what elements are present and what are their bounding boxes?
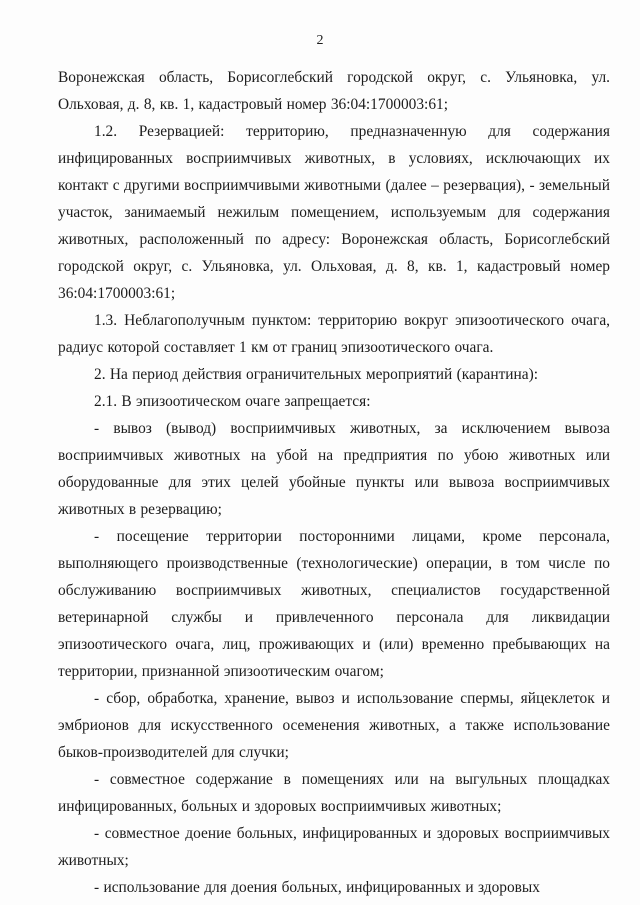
document-body	[58, 64, 610, 901]
paragraph: - посещение территории посторонними лицами, кроме персонала, выполняющего производственные (технологические) операции, в том числе по обслуживанию восприимчивых животных, специалистов государственной ветеринарной службы и привлеченного персонала для ликвидации эпизоотического очага, лиц, проживающих и (или) временно пребывающих на территории, признанной эпизоотическим очагом;	[58, 528, 610, 680]
paragraph: - совместное доение больных, инфицированных и здоровых восприимчивых животных;	[58, 825, 610, 869]
paragraph: - совместное содержание в помещениях или на выгульных площадках инфицированных, больных и здоровых восприимчивых животных;	[58, 771, 610, 815]
paragraph: 1.3. Неблагополучным пунктом: территорию вокруг эпизоотического очага, радиус которой составляет 1 км от границ эпизоотического очага.	[58, 312, 610, 356]
paragraph: 2. На период действия ограничительных мероприятий (карантина):	[94, 366, 539, 383]
paragraph: Воронежская область, Борисоглебский городской округ, с. Ульяновка, ул. Ольховая, д. 8, кв. 1, кадастровый номер 36:04:1700003:61;	[58, 69, 610, 113]
paragraph: 2.1. В эпизоотическом очаге запрещается:	[94, 393, 371, 410]
page-number: 2	[316, 33, 324, 48]
paragraph: - сбор, обработка, хранение, вывоз и использование спермы, яйцеклеток и эмбрионов для искусственного осеменения животных, а также использование быков-производителей для случки;	[58, 690, 610, 761]
paragraph: - использование для доения больных, инфицированных и здоровых	[94, 879, 540, 896]
paragraph: 1.2. Резервацией: территорию, предназначенную для содержания инфицированных восприимчивых животных, в условиях, исключающих их контакт с другими восприимчивыми животными (далее – резервация), - земельный участок, занимаемый нежилым помещением, используемым для содержания животных, расположенный по адресу: Воронежская область, Борисоглебский городской округ, с. Ульяновка, ул. Ольховая, д. 8, кв. 1, кадастровый номер 36:04:1700003:61;	[58, 123, 610, 302]
paragraph: - вывоз (вывод) восприимчивых животных, за исключением вывоза восприимчивых животных на убой на предприятия по убою животных или оборудованные для этих целей убойные пункты или вывоза восприимчивых животных в резервацию;	[58, 420, 610, 518]
